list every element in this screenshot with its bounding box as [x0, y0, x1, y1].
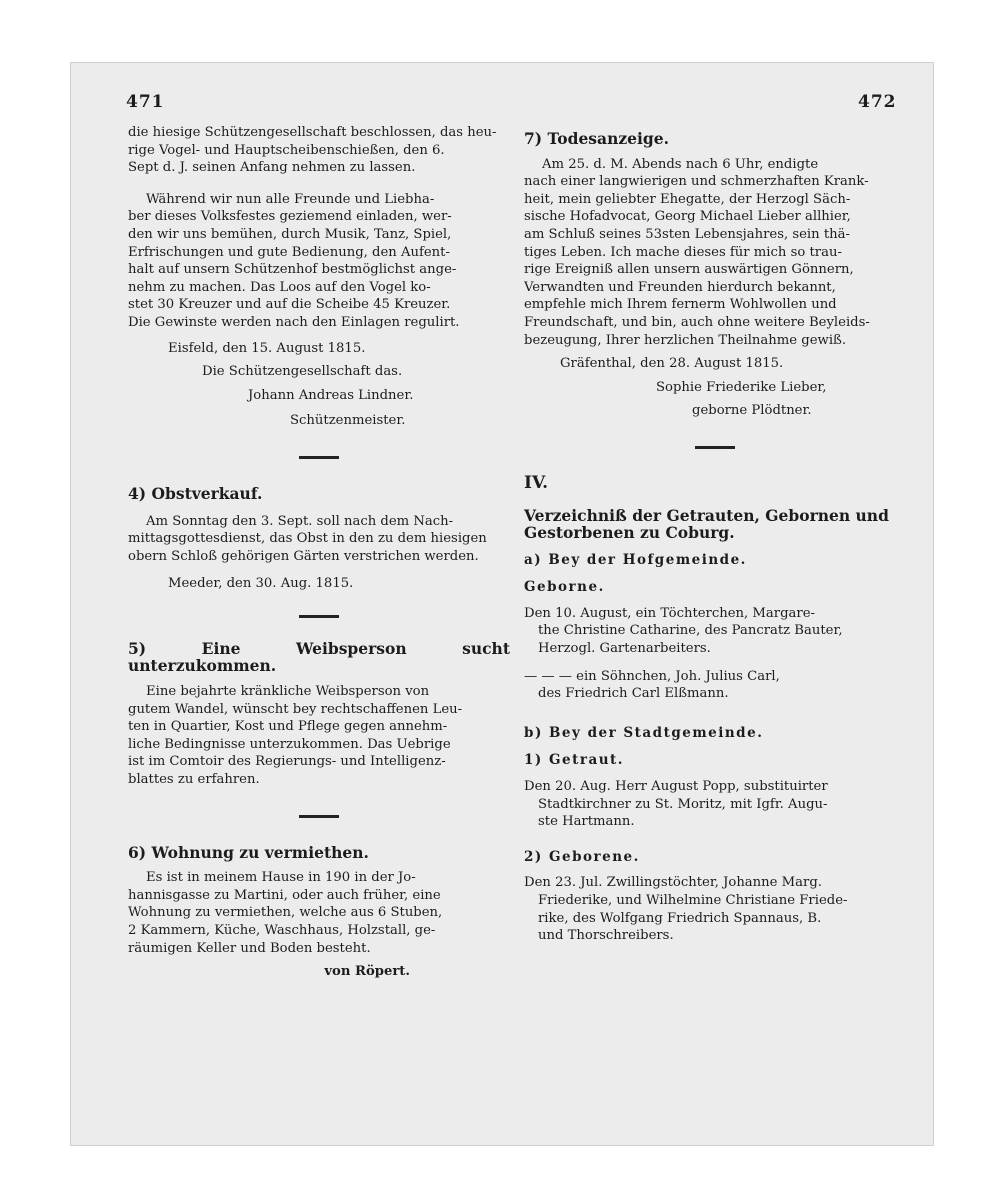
text-line: Am 25. d. M. Abends nach 6 Uhr, endigte — [542, 156, 819, 172]
text-line: 2 Kammern, Küche, Waschhaus, Holzstall, ge- — [128, 923, 436, 938]
right-column — [524, 130, 906, 945]
text-line: am Schluß seines 53sten Lebensjahres, sein thä- — [524, 226, 850, 242]
text-line: blattes zu erfahren. — [128, 772, 260, 788]
text-line: ist im Comtoir des Regierungs- und Intelligenz- — [128, 754, 446, 770]
section-heading-todesanzeige: 7) Todesanzeige. — [524, 129, 669, 148]
signer-title: Schützenmeister. — [290, 413, 406, 429]
text-line: Die Gewinste werden nach den Einlagen regulirt. — [128, 314, 460, 330]
parish-heading-hofgemeinde: a) Bey der Hofgemeinde. — [524, 551, 747, 568]
page-number-right: 472 — [858, 92, 897, 112]
society-name: Die Schützengesellschaft das. — [202, 364, 403, 380]
text-line: Erfrischungen und gute Bedienung, den Aufent- — [128, 244, 450, 260]
parish-heading-stadtgemeinde: b) Bey der Stadtgemeinde. — [524, 724, 764, 741]
text-line: empfehle mich Ihrem fernerm Wohlwollen und — [524, 297, 837, 313]
section-heading-wohnung: 6) Wohnung zu vermiethen. — [128, 842, 369, 862]
signer-name: Sophie Friederike Lieber, — [656, 379, 827, 395]
section-heading-weibsperson: 5) Eine Weibsperson sucht unterzukommen. — [128, 638, 510, 676]
text-line: rige Vogel- und Hauptscheibenschießen, den 6. — [128, 142, 445, 158]
text-line: Verwandten und Freunden hierdurch bekannt, — [524, 279, 836, 295]
text-line: mittagsgottesdienst, das Obst in den zu dem hiesigen — [128, 531, 487, 547]
page-number-left: 471 — [126, 92, 165, 112]
place-date: Meeder, den 30. Aug. 1815. — [168, 576, 354, 592]
text-line: Den 23. Jul. Zwillingstöchter, Johanne Marg. — [524, 875, 822, 891]
text-line: rike, des Wolfgang Friedrich Spannaus, B. — [538, 910, 822, 926]
text-line: sische Hofadvocat, Georg Michael Lieber allhier, — [524, 209, 851, 225]
weibsperson-paragraph — [128, 683, 510, 789]
intro-paragraph — [128, 124, 510, 177]
place-date: Gräfenthal, den 28. August 1815. — [560, 356, 784, 372]
text-line: heit, mein geliebter Ehegatte, der Herzogl Säch- — [524, 191, 851, 207]
text-line: Während wir nun alle Freunde und Liebha- — [146, 191, 435, 207]
register-title: Gestorbenen zu Coburg. — [524, 523, 735, 543]
part-number: IV. — [524, 472, 549, 493]
text-line: hannisgasse zu Martini, oder auch früher, eine — [128, 887, 441, 903]
text-line: stet 30 Kreuzer und auf die Scheibe 45 Kreuzer. — [128, 297, 451, 313]
text-line: Stadtkirchner zu St. Moritz, mit Igfr. Augu- — [538, 796, 828, 812]
register-entry — [524, 874, 906, 944]
text-line: halt auf unsern Schützenhof bestmöglichst ange- — [128, 262, 457, 278]
text-line: — — — ein Söhnchen, Joh. Julius Carl, — [524, 668, 780, 684]
text-line: räumigen Keller und Boden besteht. — [128, 940, 371, 956]
advertiser-name: von Röpert. — [324, 964, 410, 980]
signer-note: geborne Plödtner. — [692, 403, 812, 419]
invitation-paragraph — [128, 191, 510, 332]
text-line: the Christine Catharine, des Pancratz Bauter, — [538, 623, 843, 639]
text-line: und Thorschreibers. — [538, 928, 674, 944]
register-title: Verzeichniß der Getrauten, Gebornen und — [524, 505, 889, 525]
text-line: tiges Leben. Ich mache dieses für mich so trau- — [524, 244, 842, 260]
text-line: Den 10. August, ein Töchterchen, Margare- — [524, 605, 815, 621]
obstverkauf-paragraph — [128, 513, 510, 566]
text-line: liche Bedingnisse unterzukommen. Das Uebrige — [128, 736, 451, 752]
text-line: rige Ereigniß allen unsern auswärtigen Gönnern, — [524, 262, 854, 278]
section-heading-obstverkauf: 4) Obstverkauf. — [128, 483, 263, 503]
text-line: Eine bejahrte kränkliche Weibsperson von — [146, 684, 430, 700]
signer-name: Johann Andreas Lindner. — [248, 387, 414, 403]
text-line: ste Hartmann. — [538, 814, 635, 830]
wohnung-paragraph — [128, 869, 510, 957]
left-column — [128, 124, 510, 981]
text-line: Freundschaft, und bin, auch ohne weitere Beyleids- — [524, 314, 870, 330]
register-entry — [524, 668, 906, 703]
text-line: Am Sonntag den 3. Sept. soll nach dem Nach- — [146, 513, 454, 529]
text-line: Herzogl. Gartenarbeiters. — [538, 641, 711, 657]
register-entry — [524, 778, 906, 831]
text-line: bezeugung, Ihrer herzlichen Theilnahme gewiß. — [524, 332, 847, 348]
text-line: obern Schloß gehörigen Gärten verstrichen werden. — [128, 548, 479, 564]
text-line: gutem Wandel, wünscht bey rechtschaffenen Leu- — [128, 701, 463, 717]
text-line: nach einer langwierigen und schmerzhaften Krank- — [524, 174, 869, 190]
text-line: die hiesige Schützengesellschaft beschlossen, das heu- — [128, 125, 497, 140]
text-line: nehm zu machen. Das Loos auf den Vogel ko- — [128, 279, 431, 295]
subheading-geborne: Geborne. — [524, 579, 605, 596]
place-date: Eisfeld, den 15. August 1815. — [168, 340, 366, 356]
subheading-geborene: 2) Geborene. — [524, 848, 640, 865]
todesanzeige-paragraph — [524, 156, 906, 350]
register-entry — [524, 605, 906, 658]
text-line: Friederike, und Wilhelmine Christiane Friede- — [538, 893, 848, 908]
text-line: Wohnung zu vermiethen, welche aus 6 Stuben, — [128, 905, 443, 921]
text-line: Es ist in meinem Hause in 190 in der Jo- — [146, 870, 416, 886]
text-line: ten in Quartier, Kost und Pflege gegen annehm- — [128, 719, 448, 735]
text-line: Sept d. J. seinen Anfang nehmen zu lassen. — [128, 160, 416, 176]
text-line: des Friedrich Carl Elßmann. — [538, 686, 729, 702]
text-line: den wir uns bemühen, durch Musik, Tanz, Spiel, — [128, 226, 452, 242]
text-line: ber dieses Volksfestes geziemend einladen, wer- — [128, 209, 452, 225]
text-line: Den 20. Aug. Herr August Popp, substituirter — [524, 779, 828, 795]
subheading-getraut: 1) Getraut. — [524, 752, 624, 769]
